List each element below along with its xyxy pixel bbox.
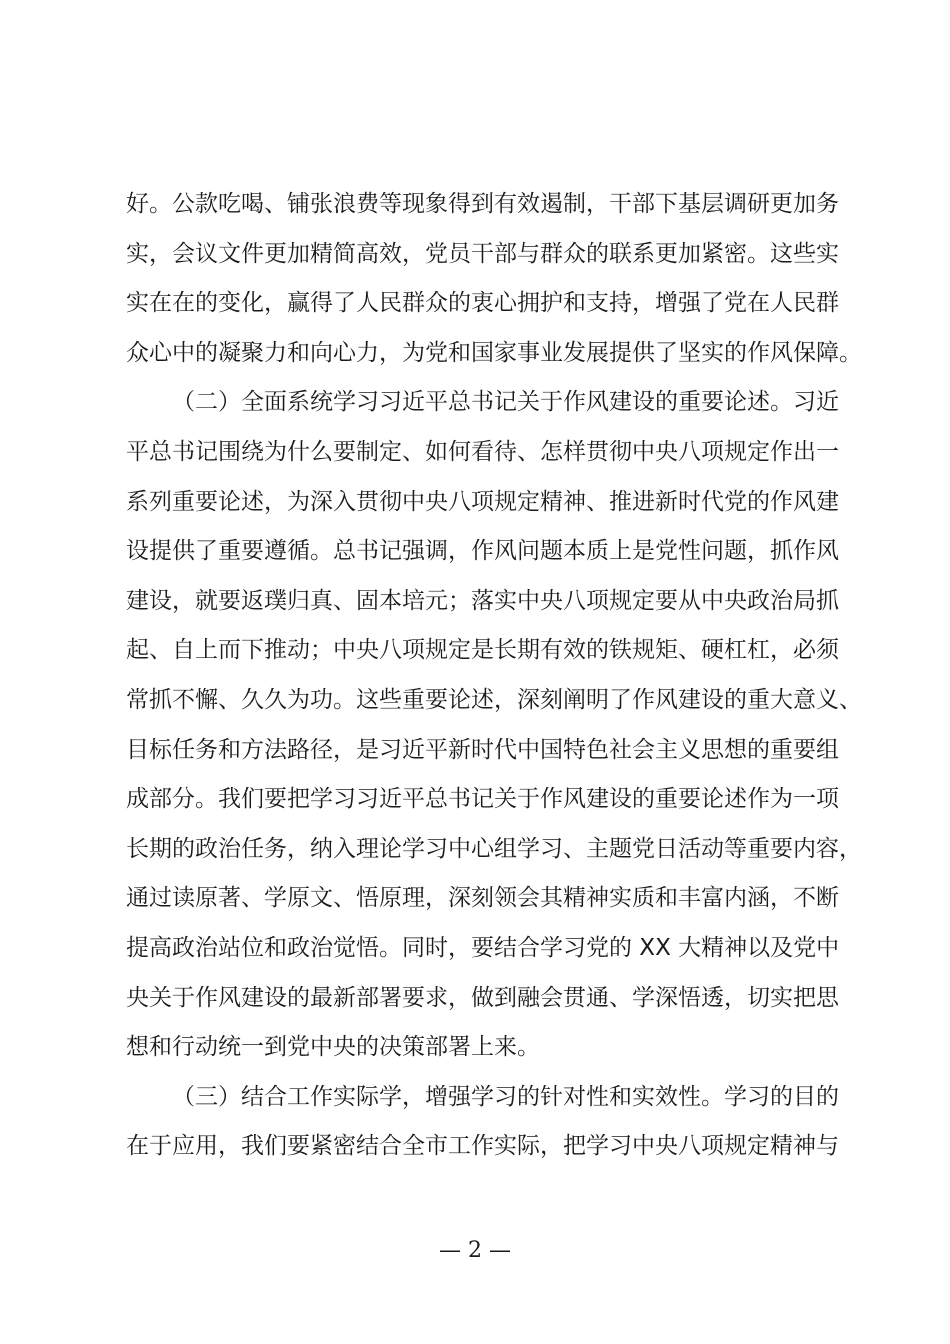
text-line: 设提供了重要遵循。总书记强调，作风问题本质上是党性问题，抓作风 xyxy=(126,538,839,565)
text-line: 实，会议文件更加精简高效，党员干部与群众的联系更加紧密。这些实 xyxy=(126,240,839,267)
text-line: 央关于作风建设的最新部署要求，做到融会贯通、学深悟透，切实把思 xyxy=(126,984,839,1011)
text-line: 实在在的变化，赢得了人民群众的衷心拥护和支持，增强了党在人民群 xyxy=(126,290,839,317)
text-line: 建设，就要返璞归真、固本培元；落实中央八项规定要从中央政治局抓 xyxy=(126,587,839,614)
text-line: 想和行动统一到党中央的决策部署上来。 xyxy=(126,1034,540,1061)
text-line: 目标任务和方法路径，是习近平新时代中国特色社会主义思想的重要组 xyxy=(126,736,839,763)
text-line: 平总书记围绕为什么要制定、如何看待、怎样贯彻中央八项规定作出一 xyxy=(126,438,839,465)
text-line: 提高政治站位和政治觉悟。同时，要结合学习党的 XX 大精神以及党中 xyxy=(126,934,840,961)
text-line: 长期的政治任务，纳入理论学习中心组学习、主题党日活动等重要内容， xyxy=(126,835,862,862)
document-body xyxy=(126,180,862,1172)
text-line: 众心中的凝聚力和向心力，为党和国家事业发展提供了坚实的作风保障。 xyxy=(126,339,862,366)
text-line: 系列重要论述，为深入贯彻中央八项规定精神、推进新时代党的作风建 xyxy=(126,488,839,515)
text-line: 通过读原著、学原文、悟原理，深刻领会其精神实质和丰富内涵，不断 xyxy=(126,885,839,912)
section-heading-line: （三）结合工作实际学，增强学习的针对性和实效性。学习的目的 xyxy=(172,1083,839,1110)
text-line: 好。公款吃喝、铺张浪费等现象得到有效遏制，干部下基层调研更加务 xyxy=(126,191,839,217)
section-heading-line: （二）全面系统学习习近平总书记关于作风建设的重要论述。习近 xyxy=(172,389,839,416)
text-line: 在于应用，我们要紧密结合全市工作实际，把学习中央八项规定精神与 xyxy=(126,1133,839,1160)
text-line: 起、自上而下推动；中央八项规定是长期有效的铁规矩、硬杠杠，必须 xyxy=(126,637,839,664)
page-number: — 2 — xyxy=(439,1238,511,1263)
text-line: 成部分。我们要把学习习近平总书记关于作风建设的重要论述作为一项 xyxy=(126,786,839,813)
text-line: 常抓不懈、久久为功。这些重要论述，深刻阐明了作风建设的重大意义、 xyxy=(126,686,862,713)
